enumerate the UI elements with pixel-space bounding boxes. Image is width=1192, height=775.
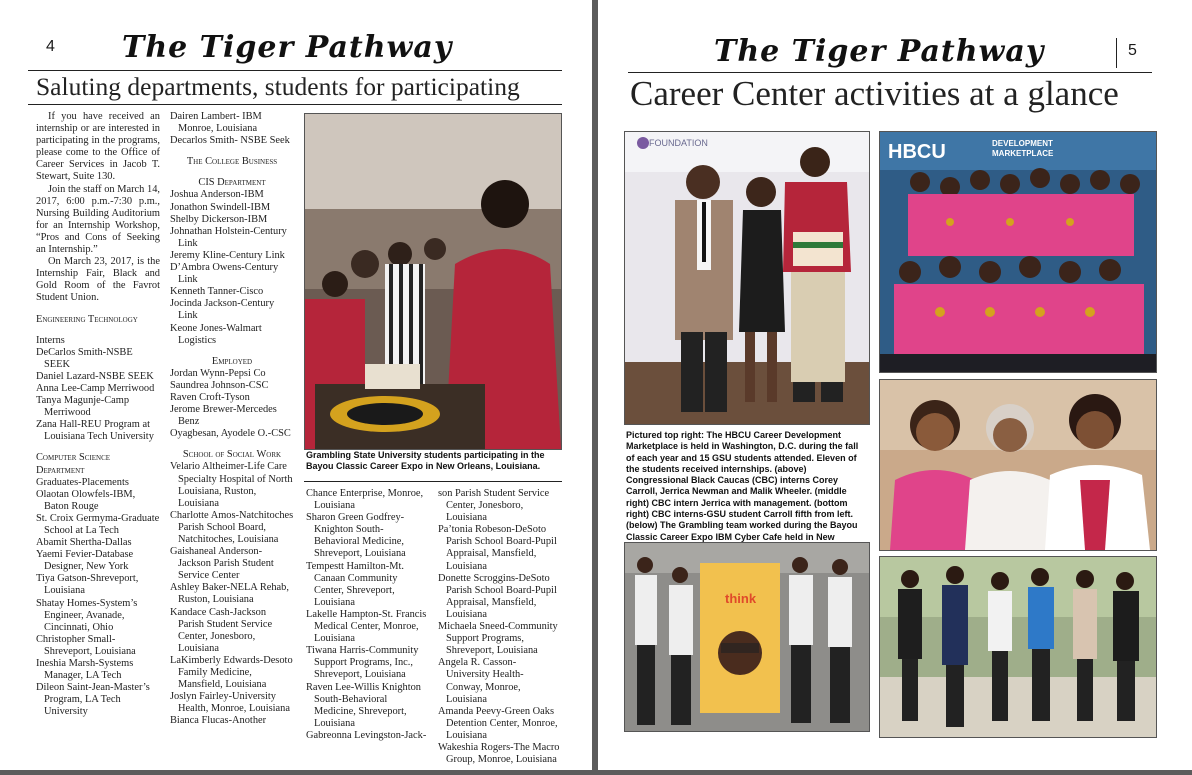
caption-rule <box>304 481 562 482</box>
section-heading: School of Social Work <box>182 449 282 461</box>
hbcu-banner-text: HBCU <box>888 141 946 163</box>
list-item: Jonathon Swindell-IBM <box>170 201 271 213</box>
list-item: Michaela Sneed-Community Support Programs, Shreveport, Louisiana <box>438 621 558 657</box>
cbc-management-photo <box>879 379 1157 551</box>
masthead-rule <box>628 72 1152 73</box>
list-item: Olaotan Olowfels-IBM, Baton Rouge <box>36 488 136 512</box>
list-item: LaKimberly Edwards-Desoto Family Medicine, Mansfield, Louisiana <box>170 654 293 691</box>
list-label: Interns <box>36 334 65 346</box>
list-item: Decarlos Smith- NSBE Seek <box>170 135 290 147</box>
list-item: Kenneth Tanner-Cisco <box>170 286 264 298</box>
list-item: St. Croix Germyma-Graduate School at La Tech <box>36 512 160 536</box>
page-number-divider <box>1116 38 1117 68</box>
section-heading: Employed <box>211 355 253 367</box>
page-number: 4 <box>46 38 55 55</box>
list-item: son Parish Student Service Center, Jonesboro, Louisiana <box>438 488 550 524</box>
article-column-2 <box>170 111 294 728</box>
intro-paragraph: Join the staff on March 14, 2017, 6:00 p.m.-7:30 p.m., Nursing Building Auditorium for an Internship Workshop, “Pros and Cons of Seeking an Internship.” <box>36 183 160 256</box>
list-item: Tanya Magunje-Camp Merriwood <box>36 395 130 419</box>
photo-caption: Pictured top right: The HBCU Career Development Marketplace is held in Washington, D.C. during the fall of each year and 15 GSU students attended. Eleven of the students received internships. (above) Congressional Black Caucas (CBC) interns Corey Carroll, Jerrica Newman and Malik Wheeler. (middle right) CBC intern Jerrica with management. (bottom right) CBC interns-GSU student Carroll fifth from left. (below) The Grambling team worked during the Bayou Classic Career Expo IBM Cyber Cafe held in New <box>626 430 859 542</box>
list-item: Lakelle Hampton-St. Francis Medical Center, Monroe, Louisiana <box>306 608 427 645</box>
list-item: Pa’tonia Robeson-DeSoto Parish School Board-Pupil Appraisal, Mansfield, Louisiana <box>438 524 557 572</box>
list-item: Zana Hall-REU Program at Louisiana Tech University <box>36 419 154 443</box>
photo-caption: Grambling State University students participating in the Bayou Classic Career Expo in New Orleans, Louisiana. <box>306 450 545 472</box>
hbcu-banner-text: MARKETPLACE <box>992 149 1054 158</box>
article-column-4 <box>438 488 560 766</box>
article-column-1 <box>36 111 160 719</box>
list-item: Jordan Wynn-Pepsi Co <box>170 367 266 379</box>
list-item: Oyagbesan, Ayodele O.-CSC <box>170 428 291 440</box>
section-heading: The College Business <box>186 156 278 168</box>
hbcu-banner-text: DEVELOPMENT <box>992 139 1053 148</box>
list-item: Ashley Baker-NELA Rehab, Ruston, Louisiana <box>170 582 289 606</box>
list-label: Graduates-Placements <box>36 476 129 488</box>
list-item: Johnathan Holstein-Century Link <box>170 225 287 249</box>
list-item: Daniel Lazard-NSBE SEEK <box>36 370 154 382</box>
list-item: Gaishaneal Anderson-Jackson Parish Student Service Center <box>170 546 274 582</box>
section-heading: CIS Department <box>198 177 266 189</box>
list-item: Jerome Brewer-Mercedes Benz <box>170 404 277 428</box>
list-item: Angela R. Casson-University Health-Conway, Monroe, Louisiana <box>438 657 524 705</box>
cbc-interns-photo <box>624 131 870 425</box>
list-item: Sharon Green Godfrey-Knighton South-Behavioral Medicine, Shreveport, Louisiana <box>306 512 406 560</box>
list-item: Joshua Anderson-IBM <box>170 189 264 201</box>
list-item: Christopher Small-Shreveport, Louisiana <box>36 633 136 657</box>
intro-paragraph: If you have received an internship or are interested in participating in the programs, please come to the Office of Career Services in Jacob T. Stewart, Suite 130. <box>36 111 160 183</box>
page-number: 5 <box>1128 42 1137 59</box>
list-item: Bianca Flucas-Another <box>170 715 267 727</box>
list-item: Dairen Lambert- IBM Monroe, Louisiana <box>170 111 262 135</box>
list-item: Dileon Saint-Jean-Master’s Program, LA Tech University <box>36 682 150 718</box>
list-item: Amanda Peevy-Green Oaks Detention Center, Monroe, Louisiana <box>438 705 558 741</box>
article-column-3 <box>306 488 428 742</box>
think-banner-text: think <box>725 591 757 606</box>
list-item: Joslyn Fairley-University Health, Monroe, Louisiana <box>170 691 290 715</box>
list-item: Keone Jones-Walmart Logistics <box>170 322 262 346</box>
list-item: Yaemi Fevier-Database Designer, New York <box>36 549 134 573</box>
list-item: Ineshia Marsh-Systems Manager, LA Tech <box>36 658 134 682</box>
list-item: DeCarlos Smith-NSBE SEEK <box>36 346 133 370</box>
hbcu-marketplace-photo <box>879 131 1157 373</box>
masthead-rule <box>28 70 562 71</box>
expo-photo <box>304 113 562 450</box>
list-item: Shatay Homes-System’s Engineer, Avanade, Cincinnati, Ohio <box>36 597 138 633</box>
list-item: Donette Scroggins-DeSoto Parish School Board-Pupil Appraisal, Mansfield, Louisiana <box>438 572 557 620</box>
left-page <box>0 0 592 770</box>
right-page <box>598 0 1192 770</box>
list-item: Velario Altheimer-Life Care Specialty Hospital of North Louisiana, Ruston, Louisiana <box>170 461 293 509</box>
page-headline: Career Center activities at a glance <box>630 74 1119 113</box>
foundation-sign-text: FOUNDATION <box>649 138 708 148</box>
list-item: Kandace Cash-Jackson Parish Student Service Center, Jonesboro, Louisiana <box>170 606 273 654</box>
list-item: Charlotte Amos-Natchitoches Parish School Board, Natchitoches, Louisiana <box>170 509 294 545</box>
list-item: Chance Enterprise, Monroe, Louisiana <box>306 488 424 512</box>
masthead: The Tiger Pathway <box>122 30 453 65</box>
list-item: Tiwana Harris-Community Support Programs, Inc., Shreveport, Louisiana <box>306 645 419 681</box>
list-item: Abamit Shertha-Dallas <box>36 537 132 549</box>
list-item: Raven Croft-Tyson <box>170 391 250 403</box>
list-item: Shelby Dickerson-IBM <box>170 213 268 225</box>
list-item: D’Ambra Owens-Century Link <box>170 262 279 286</box>
list-item: Raven Lee-Willis Knighton South-Behavioral Medicine, Shreveport, Louisiana <box>306 681 422 729</box>
intro-paragraph: On March 23, 2017, is the Internship Fair, Black and Gold Room of the Favrot Student Union. <box>36 256 160 304</box>
ibm-cafe-photo <box>624 542 870 732</box>
section-heading: Computer Science Department <box>36 452 111 476</box>
cbc-interns-walking-photo <box>879 556 1157 738</box>
masthead: The Tiger Pathway <box>714 34 1045 69</box>
list-item: Tempestt Hamilton-Mt. Canaan Community Center, Shreveport, Louisiana <box>306 560 404 608</box>
headline-rule <box>28 104 562 105</box>
section-heading: Engineering Technology <box>36 313 138 325</box>
list-item: Anna Lee-Camp Merriwood <box>36 382 155 394</box>
list-item: Jeremy Kline-Century Link <box>170 249 285 261</box>
list-item: Tiya Gatson-Shreveport, Louisiana <box>36 573 139 597</box>
list-item: Saundrea Johnson-CSC <box>170 379 269 391</box>
page-headline: Saluting departments, students for participating <box>36 72 520 101</box>
list-item: Gabreonna Levingston-Jack- <box>306 729 427 741</box>
list-item: Wakeshia Rogers-The Macro Group, Monroe, Louisiana <box>438 741 560 766</box>
list-item: Jocinda Jackson-Century Link <box>170 298 275 322</box>
